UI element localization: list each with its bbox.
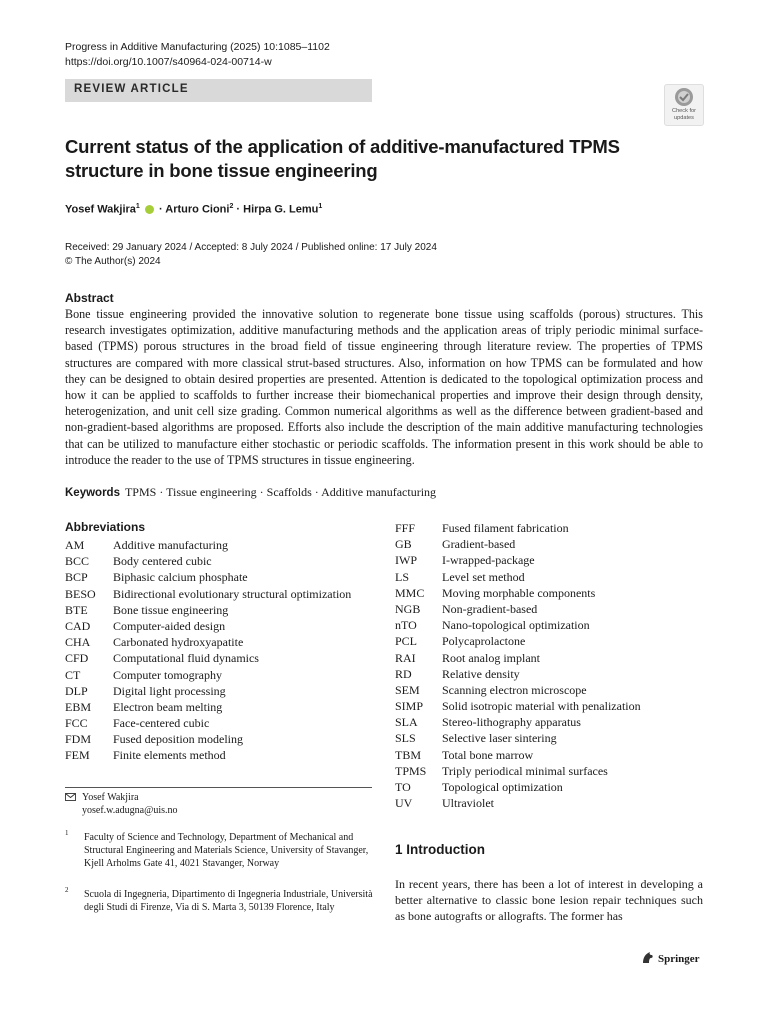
author-name[interactable]: Yosef Wakjira [65,203,136,216]
copyright-notice: © The Author(s) 2024 [65,256,161,267]
affiliation-number: 2 [65,886,69,894]
abbreviation-definition: Polycaprolactone [442,634,526,649]
abbreviation-term: CAD [65,618,91,633]
abstract-heading: Abstract [65,291,114,305]
affiliation-number: 1 [65,829,69,837]
abbreviation-row [395,730,641,746]
keywords-list: TPMS · Tissue engineering · Scaffolds · Additive manufacturing [124,485,437,499]
abbreviation-definition: Moving morphable components [442,585,596,600]
check-for-updates-badge[interactable] [664,84,704,126]
envelope-icon [65,793,76,801]
abbreviation-term: AM [65,538,85,552]
abbreviation-definition: Carbonated hydroxyapatite [113,635,244,650]
author-affiliation-marker: 2 [229,203,234,210]
abbreviation-row [395,633,641,649]
abbreviations-list-right [395,520,641,811]
abbreviation-row [65,553,351,569]
abbreviation-definition: Gradient-based [442,537,516,552]
abbreviation-definition: Relative density [442,666,520,681]
abbreviation-term: FEM [65,748,90,763]
abbreviation-definition: Root analog implant [442,650,540,665]
doi-link[interactable]: https://doi.org/10.1007/s40964-024-00714-w [65,56,272,68]
abbreviation-definition: Triply periodical minimal surfaces [442,763,608,778]
journal-citation: Progress in Additive Manufacturing (2025) 10:1085–1102 [65,41,330,53]
abbreviation-term: TO [395,780,411,794]
check-updates-icon [674,87,694,107]
publisher-mark [641,951,700,965]
publisher-name: Springer [658,953,700,965]
author-name[interactable]: Hirpa G. Lemu [243,203,319,216]
abbreviation-term: CHA [65,635,91,650]
abbreviation-row [395,601,641,617]
abbreviation-term: FDM [65,732,92,747]
abbreviation-row [65,699,351,715]
abbreviation-term: EBM [65,699,92,714]
abbreviation-row [395,747,641,763]
orcid-icon[interactable] [145,205,154,214]
abbreviation-definition: Selective laser sintering [442,731,557,746]
abbreviation-definition: Scanning electron microscope [442,682,587,697]
abbreviation-row [65,602,351,618]
abbreviation-row [395,536,641,552]
check-for-updates-text: Check for updates [672,108,696,121]
abbreviation-row [65,715,351,731]
abbreviation-term: nTO [395,618,417,633]
abbreviation-term: DLP [65,683,88,698]
abbreviation-definition: I-wrapped-package [442,553,535,568]
footnote-divider [65,787,372,788]
abbreviation-term: TBM [395,747,422,762]
abbreviation-row [65,650,351,666]
abbreviation-row [395,666,641,682]
abbreviation-row [395,682,641,698]
abbreviation-row [65,618,351,634]
abbreviation-definition: Bone tissue engineering [113,602,229,617]
author-separator: · [236,203,241,216]
abbreviation-term: TPMS [395,763,427,778]
abbreviation-term: MMC [395,585,425,600]
abbreviation-row [65,634,351,650]
author-affiliation-marker: 1 [135,203,140,210]
abbreviation-definition: Computational fluid dynamics [113,651,259,666]
abbreviation-term: BESO [65,586,96,601]
abbreviation-definition: Non-gradient-based [442,601,538,616]
abbreviation-row [65,731,351,747]
abbreviation-term: FFF [395,521,416,535]
abbreviation-row [395,714,641,730]
abbreviation-term: NGB [395,601,421,616]
publication-dates: Received: 29 January 2024 / Accepted: 8 July 2024 / Published online: 17 July 2024 [65,242,437,253]
affiliation-text: Faculty of Science and Technology, Department of Mechanical and Structural Engineering and Materials Science, University of Stavanger, Kjell Arholms Gate 41, 4021 Stavanger, Norway [84,832,369,869]
abbreviation-definition: Additive manufacturing [113,538,228,552]
abbreviation-term: GB [395,537,412,552]
abbreviation-term: RD [395,666,412,681]
abbreviation-definition: Biphasic calcium phosphate [113,570,248,585]
abbreviation-row [65,569,351,585]
abbreviation-row [395,779,641,795]
abbreviation-row [395,617,641,633]
abbreviation-term: LS [395,569,410,584]
abbreviation-row [395,585,641,601]
springer-horse-icon [641,951,655,964]
abbreviation-definition: Stereo-lithography apparatus [442,715,581,730]
author-separator: · [158,203,163,216]
abbreviation-row [395,698,641,714]
abbreviation-row [65,667,351,683]
abbreviation-definition: Finite elements method [113,748,226,763]
author-list [65,203,322,216]
abbreviation-row [395,552,641,568]
abbreviation-row [395,520,641,536]
abbreviation-definition: Topological optimization [442,780,563,794]
paper-title: Current status of the application of additive-manufactured TPMS structure in bone tissue engineering [65,136,620,181]
article-type-bar [65,79,372,102]
corresponding-author-email[interactable]: yosef.w.adugna@uis.no [82,805,178,816]
abbreviation-definition: Solid isotropic material with penalization [442,699,641,714]
abbreviation-row [65,747,351,763]
abbreviation-definition: Bidirectional evolutionary structural optimization [113,586,352,601]
abstract-text: Bone tissue engineering provided the innovative solution to regenerate bone tissue using scaffolds (porous) structures. This research investigates optimization, additive manufacturing methods and the application areas of triply periodic minimal surface-based (TPMS) porous structures in the broad field of tissue engineering through literature review. The properties of TPMS structures are compared with more classical strut-based structures. Also, information on how TPMS can be formulated and how they can be designed to obtain desired properties are presented. Attention is dedicated to the topological optimization process and how it can be applied to scaffolds to further increase their biomechanical properties and improve their design through density, heterogenization, and unit cell size grading. Common numerical algorithms as well as the difference between gradient-based and non-gradient-based algorithms are proposed. Efforts also include the description of the main additive manufacturing technologies that can be utilized to manufacture either stochastic or periodic scaffolds. The information present in this work should be able to introduce the reader to the use of TPMS structures in tissue engineering. [65,307,703,467]
abbreviation-term: BCP [65,570,88,585]
abbreviation-term: BTE [65,602,88,617]
abbreviation-term: CFD [65,651,89,666]
abbreviation-definition: Total bone marrow [442,747,534,762]
abbreviation-definition: Computer-aided design [113,618,226,633]
abbreviation-row [395,569,641,585]
keywords-label: Keywords [65,487,120,499]
introduction-text: In recent years, there has been a lot of interest in developing a better alternative to classic bone lesion repair techniques such as bone autografts or allografts. The former has [395,877,703,924]
abbreviation-term: SLA [395,715,418,730]
abbreviation-term: CT [65,667,81,682]
abbreviation-definition: Digital light processing [113,683,226,698]
abbreviation-row [395,650,641,666]
abbreviation-row [65,537,351,553]
abbreviation-term: BCC [65,554,90,569]
abbreviation-row [395,795,641,811]
abbreviation-row [65,586,351,602]
abbreviation-definition: Face-centered cubic [113,716,210,731]
abbreviation-definition: Electron beam melting [113,699,223,714]
abbreviation-definition: Body centered cubic [113,554,212,569]
abbreviation-definition: Level set method [442,569,525,584]
abbreviation-term: SEM [395,682,420,697]
author-affiliation-marker: 1 [318,203,323,210]
section-heading: 1 Introduction [395,842,485,857]
abbreviation-definition: Fused deposition modeling [113,732,243,747]
abbreviation-definition: Nano-topological optimization [442,618,590,633]
abbreviation-term: PCL [395,634,418,649]
article-type-label: REVIEW ARTICLE [74,83,189,95]
abbreviation-row [65,683,351,699]
keywords-line [65,485,436,500]
corresponding-author-name: Yosef Wakjira [82,792,139,803]
abbreviation-term: FCC [65,716,88,731]
abbreviations-heading: Abbreviations [65,520,146,534]
abbreviation-definition: Fused filament fabrication [442,521,569,535]
abbreviation-term: SLS [395,731,416,746]
author-name[interactable]: Arturo Cioni [165,203,230,216]
abbreviation-term: SIMP [395,699,424,714]
abbreviation-term: UV [395,796,413,811]
abbreviation-term: IWP [395,553,417,568]
abbreviations-list-left [65,537,351,764]
abbreviation-definition: Ultraviolet [442,796,494,811]
abbreviation-term: RAI [395,650,416,665]
abbreviation-row [395,763,641,779]
affiliation-text: Scuola di Ingegneria, Dipartimento di Ingegneria Industriale, Università degli Studi di Firenze, Via di S. Marta 3, 50139 Florence, Italy [84,889,373,913]
abbreviation-definition: Computer tomography [113,667,222,682]
